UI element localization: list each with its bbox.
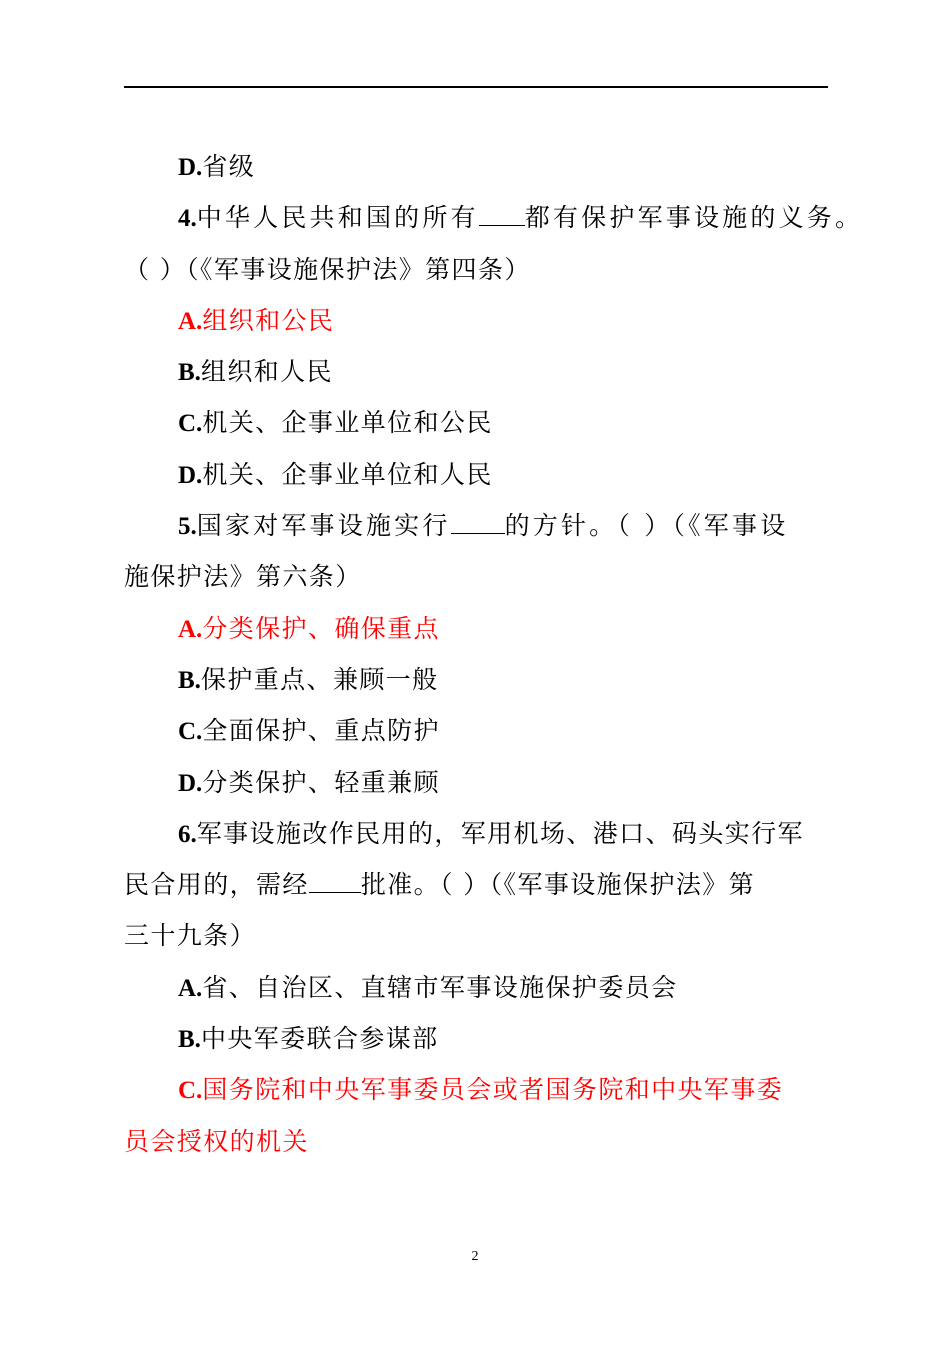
q4-option-b — [124, 346, 828, 397]
option-label: A. — [178, 307, 203, 335]
question-number: 6. — [178, 820, 197, 848]
option-label: D. — [178, 461, 203, 489]
option-label: D. — [178, 154, 203, 181]
q3-option-d — [124, 141, 828, 192]
question-text: 施保护法》第六条） — [124, 562, 362, 592]
answer-blank — [309, 870, 361, 893]
q6-stem-line2 — [124, 859, 828, 910]
option-text: 分类保护、确保重点 — [202, 613, 440, 643]
q5-stem-line1 — [124, 500, 828, 551]
option-label: C. — [178, 410, 203, 438]
q6-option-a — [124, 962, 828, 1013]
option-label: B. — [178, 666, 201, 694]
q6-option-c-correct-line1 — [124, 1064, 828, 1115]
q5-option-b — [124, 654, 828, 705]
option-text: 省、自治区、直辖市军事设施保护委员会 — [202, 972, 678, 1002]
answer-blank — [451, 511, 505, 534]
q5-option-d — [124, 757, 828, 808]
question-text: （ ）（《军事设施保护法》第四条） — [124, 254, 531, 284]
header-rule — [124, 86, 828, 88]
option-text: 全面保护、重点防护 — [202, 716, 440, 746]
q5-stem-line2 — [124, 551, 828, 602]
option-label: A. — [178, 615, 203, 643]
option-text: 员会授权的机关 — [124, 1126, 309, 1156]
option-label: A. — [178, 974, 203, 1002]
page-number: 2 — [471, 1249, 479, 1264]
q6-option-c-correct-line2 — [124, 1116, 828, 1167]
q4-stem-line1 — [124, 192, 864, 243]
question-text: 都有保护军事设施的义务。 — [524, 203, 864, 233]
question-number: 4. — [178, 205, 197, 233]
question-text: 批准。（ ）（《军事设施保护法》第 — [360, 870, 756, 900]
option-text: 机关、企事业单位和人民 — [202, 459, 493, 489]
answer-blank — [479, 203, 525, 226]
question-text: 的方针。（ ）（《军事设 — [504, 511, 789, 541]
q4-option-c — [124, 397, 828, 448]
option-text: 组织和人民 — [200, 357, 333, 387]
option-text: 保护重点、兼顾一般 — [200, 664, 439, 694]
q5-option-a-correct — [124, 603, 828, 654]
q6-stem-line3 — [124, 910, 828, 961]
question-text: 中华人民共和国的所有 — [196, 203, 479, 233]
question-number: 5. — [178, 513, 197, 541]
question-text: 民合用的，需经 — [124, 870, 309, 900]
option-text: 组织和公民 — [202, 305, 335, 335]
q5-option-c — [124, 705, 828, 756]
question-text: 三十九条） — [124, 921, 257, 951]
option-label: C. — [178, 1077, 203, 1105]
question-text: 军事设施改作民用的，军用机场、港口、码头实行军 — [196, 818, 804, 848]
option-text: 国务院和中央军事委员会或者国务院和中央军事委 — [202, 1075, 784, 1105]
option-label: C. — [178, 718, 203, 746]
option-text: 机关、企事业单位和公民 — [202, 408, 493, 438]
q6-option-b — [124, 1013, 828, 1064]
option-label: B. — [178, 1026, 201, 1054]
q4-stem-line2 — [124, 244, 828, 295]
question-text: 国家对军事设施实行 — [196, 511, 451, 541]
document-body — [124, 141, 864, 1167]
option-text: 分类保护、轻重兼顾 — [202, 767, 440, 797]
option-label: D. — [178, 769, 203, 797]
option-text: 中央军委联合参谋部 — [200, 1024, 439, 1054]
q4-option-a-correct — [124, 295, 828, 346]
option-label: B. — [178, 359, 201, 387]
q4-option-d — [124, 449, 828, 500]
q6-stem-line1 — [124, 808, 828, 859]
option-text: 省级 — [202, 152, 256, 181]
